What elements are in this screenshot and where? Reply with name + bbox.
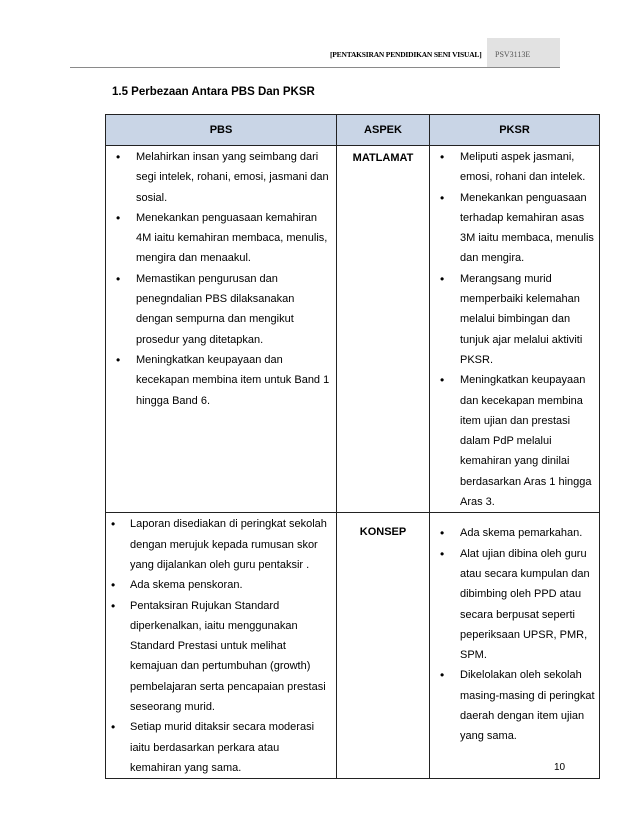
course-code-box: PSV3113E: [487, 38, 560, 68]
list-item: • Meningkatkan keupayaan dan kecekapan membina item untuk Band 1 hingga Band 6.: [106, 350, 332, 411]
comparison-table: [105, 114, 600, 779]
list-item: • Dikelolakan oleh sekolah masing-masing di peringkat daerah dengan item ujian yang sama.: [430, 665, 595, 746]
list-item: • Merangsang murid memperbaiki kelemahan melalui bimbingan dan tunjuk ajar melalui aktiviti PKSR.: [430, 269, 595, 370]
pbs-cell: [106, 513, 337, 779]
column-header-aspek: ASPEK: [337, 115, 430, 146]
aspect-cell: MATLAMAT: [337, 146, 430, 513]
list-item: • Setiap murid ditaksir secara moderasi iaitu berdasarkan perkara atau kemahiran yang sama.: [106, 717, 332, 778]
list-item: • Menekankan penguasaan terhadap kemahiran asas 3M iaitu membaca, menulis dan mengira.: [430, 188, 595, 269]
list-item: • Ada skema pemarkahan.: [430, 523, 595, 543]
section-heading: 1.5 Perbezaan Antara PBS Dan PKSR: [112, 86, 315, 98]
column-header-pksr: PKSR: [430, 115, 600, 146]
pbs-bullet-list: [106, 147, 336, 411]
table-row-matlamat: [106, 146, 600, 513]
pbs-cell: [106, 146, 337, 513]
page-number: 10: [554, 762, 566, 773]
table-header-row: [106, 115, 600, 146]
column-header-pbs: PBS: [106, 115, 337, 146]
pbs-bullet-list: [106, 514, 336, 778]
pksr-bullet-list: [430, 147, 599, 512]
document-header-title: [PENTAKSIRAN PENDIDIKAN SENI VISUAL]: [330, 50, 482, 59]
header-divider: [70, 67, 560, 68]
list-item: • Pentaksiran Rujukan Standard diperkenalkan, iaitu menggunakan Standard Prestasi untuk melihat kemajuan dan pertumbuhan (growth) pembelajaran serta pencapaian prestasi seseorang murid.: [106, 596, 332, 718]
list-item: • Ada skema penskoran.: [106, 575, 332, 595]
list-item: • Meliputi aspek jasmani, emosi, rohani dan intelek.: [430, 147, 595, 188]
table-row-konsep: [106, 513, 600, 779]
list-item: • Laporan disediakan di peringkat sekolah dengan merujuk kepada rumusan skor yang dijalankan oleh guru pentaksir .: [106, 514, 332, 575]
list-item: • Menekankan penguasaan kemahiran 4M iaitu kemahiran membaca, menulis, mengira dan menaakul.: [106, 208, 332, 269]
pksr-cell: [430, 146, 600, 513]
list-item: • Meningkatkan keupayaan dan kecekapan membina item ujian dan prestasi dalam PdP melalui kemahiran yang dinilai berdasarkan Aras 1 hingga Aras 3.: [430, 370, 595, 512]
pksr-cell: [430, 513, 600, 779]
list-item: • Alat ujian dibina oleh guru atau secara kumpulan dan dibimbing oleh PPD atau secara berpusat seperti peperiksaan UPSR, PMR, SPM.: [430, 544, 595, 666]
list-item: • Memastikan pengurusan dan penegndalian PBS dilaksanakan dengan sempurna dan mengikut prosedur yang ditetapkan.: [106, 269, 332, 350]
pksr-bullet-list: [430, 523, 599, 746]
aspect-cell: KONSEP: [337, 513, 430, 779]
list-item: • Melahirkan insan yang seimbang dari segi intelek, rohani, emosi, jasmani dan sosial.: [106, 147, 332, 208]
